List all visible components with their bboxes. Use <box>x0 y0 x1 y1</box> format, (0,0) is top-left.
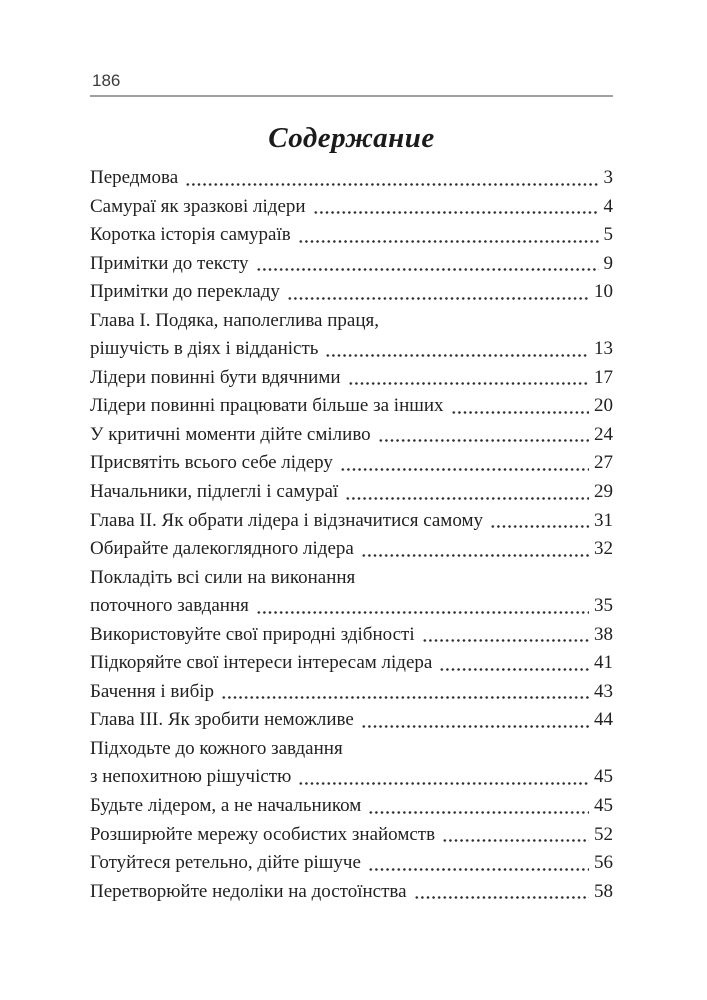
toc-entry-title: Начальники, підлеглі і самураї <box>90 481 339 503</box>
toc-entry <box>90 478 613 507</box>
header-rule <box>90 95 613 97</box>
toc-entry-title: Глава III. Як зробити неможливе <box>90 709 354 731</box>
toc-entry-title: Присвятіть всього себе лідеру <box>90 452 333 474</box>
toc-entry-page: 3 <box>603 167 613 188</box>
toc-entry-page: 52 <box>594 823 613 845</box>
toc-entry-page: 4 <box>603 195 613 217</box>
table-of-contents <box>90 164 613 906</box>
folio-page-number: 186 <box>92 71 121 90</box>
toc-dot-leader <box>325 353 589 358</box>
toc-dot-leader <box>313 210 599 215</box>
toc-entry-title: Коротка історія самураїв <box>90 224 291 246</box>
toc-entry <box>90 678 613 707</box>
toc-dot-leader <box>256 610 589 615</box>
toc-entry-page: 45 <box>594 795 613 817</box>
toc-dot-leader <box>451 410 589 415</box>
toc-entry <box>90 706 613 735</box>
toc-entry <box>90 735 613 764</box>
toc-entry <box>90 421 613 450</box>
toc-entry-page: 56 <box>594 852 613 874</box>
toc-entry-title: рішучість в діях і відданість <box>90 338 319 360</box>
toc-dot-leader <box>345 496 589 501</box>
toc-entry <box>90 849 613 878</box>
toc-dot-leader <box>368 810 589 815</box>
toc-entry <box>90 221 613 250</box>
toc-entry-page: 20 <box>594 395 613 417</box>
toc-entry-title: Лідери повинні працювати більше за інших <box>90 395 444 417</box>
toc-entry-title: Використовуйте свої природні здібності <box>90 623 415 645</box>
toc-entry-title: Будьте лідером, а не начальником <box>90 795 362 817</box>
toc-entry-title: У критичні моменти дійте сміливо <box>90 423 371 445</box>
toc-entry <box>90 621 613 650</box>
toc-dot-leader <box>361 724 589 729</box>
toc-dot-leader <box>442 838 589 843</box>
toc-entry-page: 10 <box>594 281 613 303</box>
toc-entry-title: Готуйтеся ретельно, дійте рішуче <box>90 852 361 874</box>
toc-entry-title: Розширюйте мережу особистих знайомств <box>90 823 436 845</box>
toc-entry <box>90 507 613 536</box>
toc-entry-page: 44 <box>594 709 613 731</box>
toc-entry-title: Лідери повинні бути вдячними <box>90 366 341 388</box>
toc-dot-leader <box>439 667 589 672</box>
toc-entry <box>90 193 613 222</box>
toc-entry-page: 13 <box>594 338 613 360</box>
toc-entry-page: 43 <box>594 680 613 702</box>
toc-entry <box>90 250 613 279</box>
toc-entry-title: Самураї як зразкові лідери <box>90 195 306 217</box>
toc-entry-page: 24 <box>594 423 613 445</box>
toc-entry <box>90 821 613 850</box>
toc-entry-page: 45 <box>594 766 613 788</box>
toc-entry-page: 17 <box>594 366 613 388</box>
toc-entry-title: Примітки до перекладу <box>90 281 280 303</box>
toc-entry <box>90 592 613 621</box>
toc-entry-page: 31 <box>594 509 613 531</box>
toc-entry-page: 58 <box>594 880 613 902</box>
toc-dot-leader <box>298 239 599 244</box>
toc-dot-leader <box>221 695 589 700</box>
toc-dot-leader <box>348 381 589 386</box>
toc-dot-leader <box>422 638 589 643</box>
toc-entry-title: Перетворюйте недоліки на достоїнства <box>90 880 407 902</box>
toc-entry <box>90 449 613 478</box>
toc-dot-leader <box>287 296 589 301</box>
toc-entry-title: з непохитною рішучістю <box>90 766 292 788</box>
toc-dot-leader <box>368 867 589 872</box>
toc-dot-leader <box>298 781 589 786</box>
toc-entry-title: поточного завдання <box>90 595 249 617</box>
toc-entry <box>90 649 613 678</box>
toc-entry <box>90 564 613 593</box>
toc-entry-page: 29 <box>594 481 613 503</box>
toc-entry <box>90 364 613 393</box>
toc-entry-page: 5 <box>603 224 613 246</box>
toc-entry-page: 35 <box>594 595 613 617</box>
toc-entry-title: Покладіть всі сили на виконання <box>90 566 356 588</box>
toc-entry-page: 9 <box>603 252 613 274</box>
toc-dot-leader <box>378 438 589 443</box>
toc-entry-title: Підходьте до кожного завдання <box>90 737 343 759</box>
toc-dot-leader <box>185 182 598 187</box>
toc-entry <box>90 392 613 421</box>
toc-entry-page: 41 <box>594 652 613 674</box>
toc-entry <box>90 278 613 307</box>
toc-entry <box>90 878 613 907</box>
toc-entry-page: 38 <box>594 623 613 645</box>
toc-dot-leader <box>340 467 589 472</box>
toc-entry-title: Підкоряйте свої інтереси інтересам лідера <box>90 652 433 674</box>
toc-entry <box>90 164 613 193</box>
toc-heading: Содержание <box>268 122 435 154</box>
toc-dot-leader <box>256 267 599 272</box>
toc-entry <box>90 792 613 821</box>
toc-entry-title: Бачення і вибір <box>90 680 215 702</box>
toc-dot-leader <box>414 895 589 900</box>
toc-entry-title: Передмова <box>90 167 179 188</box>
toc-entry-title: Обирайте далекоглядного лідера <box>90 538 354 560</box>
toc-entry-title: Примітки до тексту <box>90 252 249 274</box>
toc-entry-page: 27 <box>594 452 613 474</box>
toc-entry-title: Глава II. Як обрати лідера і відзначитися самому <box>90 509 483 531</box>
toc-dot-leader <box>361 553 589 558</box>
toc-entry-page: 32 <box>594 538 613 560</box>
toc-entry <box>90 535 613 564</box>
toc-entry <box>90 307 613 336</box>
toc-entry <box>90 335 613 364</box>
toc-entry <box>90 763 613 792</box>
toc-entry-title: Глава I. Подяка, наполеглива праця, <box>90 309 379 331</box>
toc-dot-leader <box>490 524 589 529</box>
